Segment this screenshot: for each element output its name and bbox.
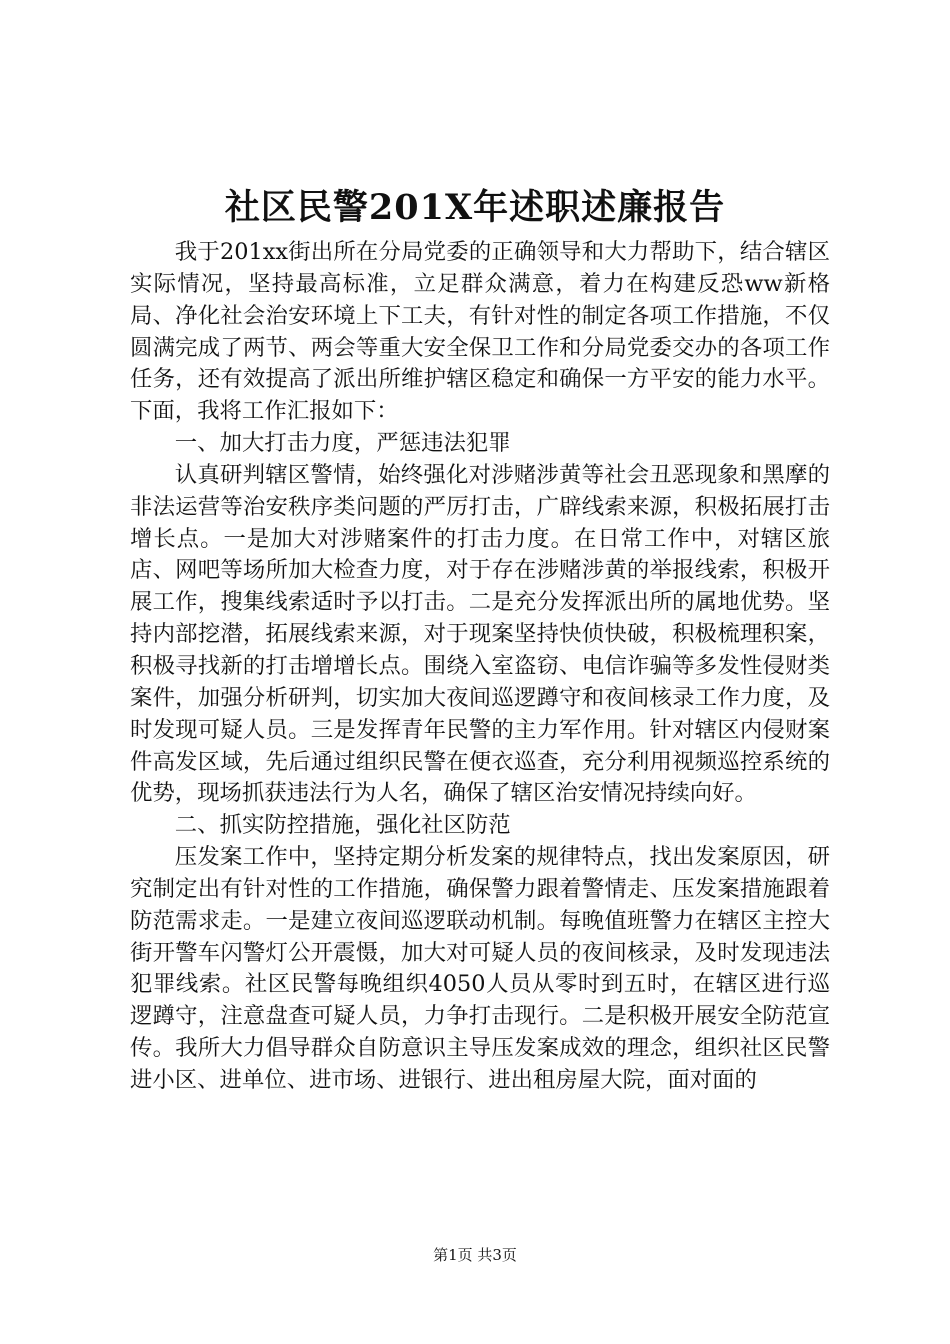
paragraph-intro: 我于201xx街出所在分局党委的正确领导和大力帮助下，结合辖区实际情况，坚持最高标准，立足群众满意，着力在构建反恐ww新格局、净化社会治安环境上下工夫，有针对性的制定各项工作措施，不仅圆满完成了两节、两会等重大安全保卫工作和分局党委交办的各项工作任务，还有效提高了派出所维护辖区稳定和确保一方平安的能力水平。下面，我将工作汇报如下： <box>130 239 830 425</box>
document-body <box>130 237 830 1097</box>
document-title: 社区民警201X年述职述廉报告 <box>224 187 726 228</box>
section-heading-2: 二、抓实防控措施，强化社区防范 <box>174 812 511 839</box>
paragraph-section-1: 认真研判辖区警情，始终强化对涉赌涉黄等社会丑恶现象和黑摩的非法运营等治安秩序类问题的严厉打击，广辟线索来源，积极拓展打击增长点。一是加大对涉赌案件的打击力度。在日常工作中，对辖区旅店、网吧等场所加大检查力度，对于存在涉赌涉黄的举报线索，积极开展工作，搜集线索适时予以打击。二是充分发挥派出所的属地优势。坚持内部挖潜，拓展线索来源，对于现案坚持快侦快破，积极梳理积案，积极寻找新的打击增增长点。围绕入室盗窃、电信诈骗等多发性侵财类案件，加强分析研判，切实加大夜间巡逻蹲守和夜间核录工作力度，及时发现可疑人员。三是发挥青年民警的主力军作用。针对辖区内侵财案件高发区域，先后通过组织民警在便衣巡查，充分利用视频巡控系统的优势，现场抓获违法行为人名，确保了辖区治安情况持续向好。 <box>130 461 830 807</box>
page-footer: 第1页 共3页 <box>433 1246 517 1264</box>
paragraph-section-2: 压发案工作中，坚持定期分析发案的规律特点，找出发案原因，研究制定出有针对性的工作措施，确保警力跟着警情走、压发案措施跟着防范需求走。一是建立夜间巡逻联动机制。每晚值班警力在辖区主控大街开警车闪警灯公开震慑，加大对可疑人员的夜间核录，及时发现违法犯罪线索。社区民警每晚组织4050人员从零时到五时，在辖区进行巡逻蹲守，注意盘查可疑人员，力争打击现行。二是积极开展安全防范宣传。我所大力倡导群众自防意识主导压发案成效的理念，组织社区民警进小区、进单位、进市场、进银行、进出租房屋大院，面对面的 <box>130 844 830 1093</box>
section-heading-1: 一、加大打击力度，严惩违法犯罪 <box>174 430 511 457</box>
